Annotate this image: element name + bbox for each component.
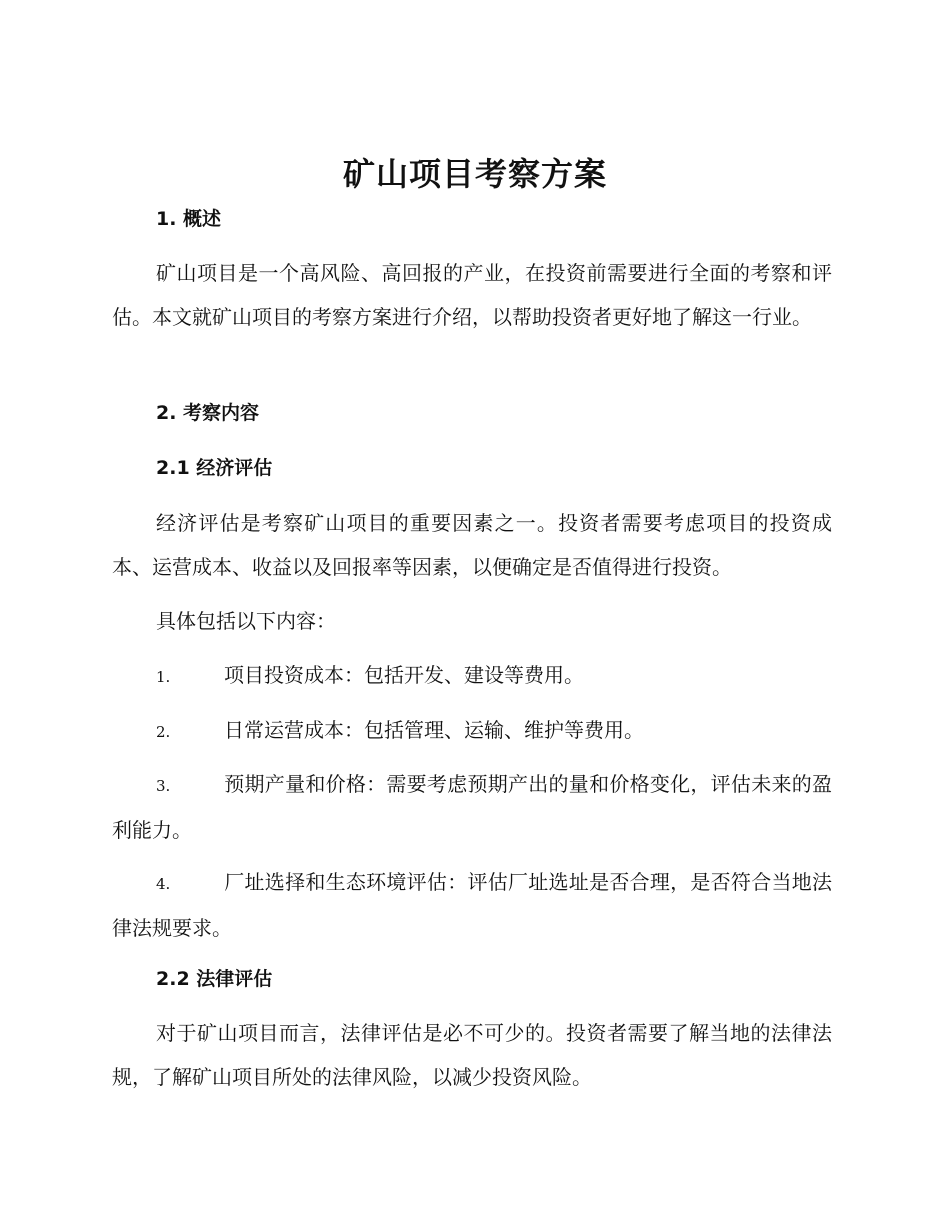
list-item-text: 厂址选择和生态环境评估：评估厂址选址是否合理，是否符合当地法律法规要求。 [112, 870, 832, 940]
legal-paragraph: 对于矿山项目而言，法律评估是必不可少的。投资者需要了解当地的法律法规，了解矿山项目所处的法律风险，以减少投资风险。 [112, 1021, 832, 1089]
section-heading-overview: 1. 概述 [156, 208, 222, 230]
economic-paragraph: 经济评估是考察矿山项目的重要因素之一。投资者需要考虑项目的投资成本、运营成本、收益以及回报率等因素，以便确定是否值得进行投资。 [112, 511, 832, 579]
section-heading-economic: 2.1 经济评估 [156, 457, 273, 479]
section-heading-content: 2. 考察内容 [156, 402, 260, 424]
section-heading-legal: 2.2 法律评估 [156, 968, 273, 990]
list-item [112, 860, 832, 950]
list-item-text: 预期产量和价格：需要考虑预期产出的量和价格变化，评估未来的盈利能力。 [112, 772, 832, 842]
economic-intro: 具体包括以下内容： [156, 609, 336, 633]
document-title: 矿山项目考察方案 [342, 155, 607, 193]
overview-paragraph: 矿山项目是一个高风险、高回报的产业，在投资前需要进行全面的考察和评估。本文就矿山项目的考察方案进行介绍，以帮助投资者更好地了解这一行业。 [112, 261, 832, 329]
list-item-text: 项目投资成本：包括开发、建设等费用。 [224, 663, 584, 687]
list-item-number: 3. [156, 777, 171, 795]
list-item-number: 4. [156, 875, 171, 893]
list-item-number: 2. [156, 723, 171, 741]
list-item-number: 1. [156, 668, 171, 686]
list-item [112, 708, 832, 754]
list-item-text: 日常运营成本：包括管理、运输、维护等费用。 [224, 718, 644, 742]
list-item [112, 653, 832, 699]
list-item [112, 762, 832, 852]
